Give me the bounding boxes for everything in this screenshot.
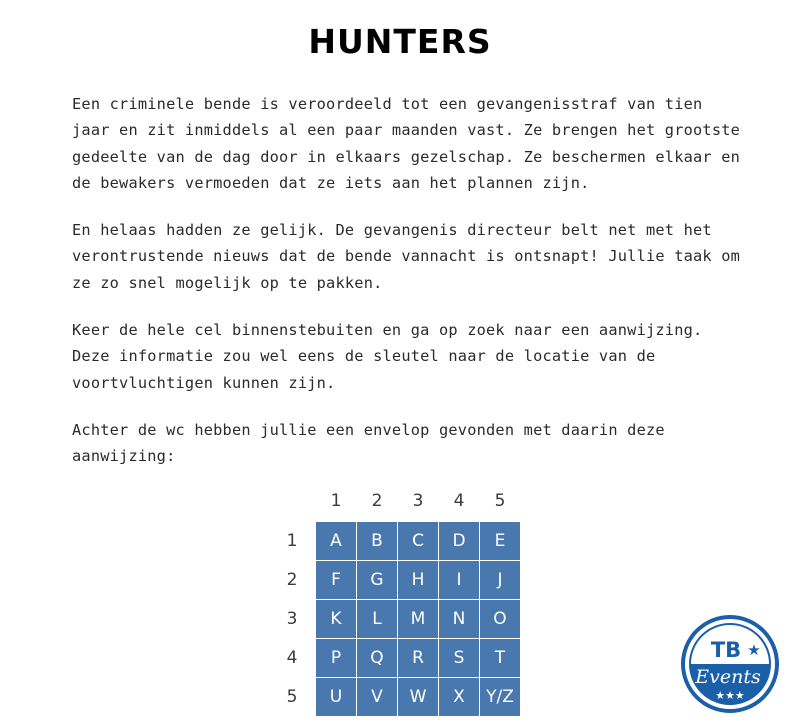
grid-cell: X xyxy=(439,678,480,717)
page-title: HUNTERS xyxy=(308,22,492,61)
grid-row-header: 3 xyxy=(286,609,298,630)
grid-row xyxy=(279,678,521,717)
grid-cell: F xyxy=(316,561,357,600)
grid-col-header: 5 xyxy=(494,490,506,511)
logo-line1: TB xyxy=(710,638,742,662)
paragraph-3: Keer de hele cel binnenstebuiten en ga op zoek naar een aanwijzing. Deze informatie zou wel eens de sleutel naar de locatie van de voortvluchtigen kunnen zijn. xyxy=(72,321,703,392)
grid-col-header: 4 xyxy=(453,490,465,511)
paragraph-4: Achter de wc hebben jullie een envelop gevonden met daarin deze aanwijzing: xyxy=(72,420,665,466)
grid-corner-blank xyxy=(279,484,316,522)
grid-row-header: 1 xyxy=(286,531,298,552)
grid-cell: W xyxy=(398,678,439,717)
grid-cell: E xyxy=(480,522,521,561)
logo-stars-bottom: ★★★ xyxy=(715,689,745,702)
grid-cell: I xyxy=(439,561,480,600)
grid-row xyxy=(279,522,521,561)
grid-cell: R xyxy=(398,639,439,678)
grid-cell: D xyxy=(439,522,480,561)
grid-row xyxy=(279,600,521,639)
grid-cell: N xyxy=(439,600,480,639)
grid-cell: S xyxy=(439,639,480,678)
grid-cell: Q xyxy=(357,639,398,678)
story-text xyxy=(72,91,745,470)
paragraph-1: Een criminele bende is veroordeeld tot een gevangenisstraf van tien jaar en zit inmiddels al een paar maanden vast. Ze brengen het grootste gedeelte van de dag door in elkaars gezelschap. Ze beschermen elkaar en de bewakers vermoeden dat ze iets aan het plannen zijn. xyxy=(72,95,741,192)
grid-cell: L xyxy=(357,600,398,639)
grid-cell: A xyxy=(316,522,357,561)
grid-cell: H xyxy=(398,561,439,600)
grid-row-header: 4 xyxy=(286,648,298,669)
logo-star-top: ★ xyxy=(747,641,761,659)
grid-cell: C xyxy=(398,522,439,561)
grid-cell: G xyxy=(357,561,398,600)
paragraph-2: En helaas hadden ze gelijk. De gevangenis directeur belt net met het verontrustende nieuws dat de bende vannacht is ontsnapt! Jullie taak om ze zo snel mogelijk op te pakken. xyxy=(72,221,741,292)
grid-row-header: 5 xyxy=(286,687,298,708)
grid-cell: O xyxy=(480,600,521,639)
grid-cell: U xyxy=(316,678,357,717)
grid-cell: P xyxy=(316,639,357,678)
grid-col-header: 1 xyxy=(330,490,342,511)
grid-cell: K xyxy=(316,600,357,639)
grid-row xyxy=(279,561,521,600)
grid-row xyxy=(279,639,521,678)
logo-line2: Events xyxy=(695,666,761,688)
grid-cell: J xyxy=(480,561,521,600)
cipher-grid xyxy=(279,484,521,718)
grid-cell: M xyxy=(398,600,439,639)
grid-col-header: 2 xyxy=(371,490,383,511)
grid-row-header: 2 xyxy=(286,570,298,591)
grid-cell: B xyxy=(357,522,398,561)
grid-cell: T xyxy=(480,639,521,678)
grid-header-row xyxy=(279,484,521,522)
document-page xyxy=(0,22,800,725)
grid-col-header: 3 xyxy=(412,490,424,511)
grid-cell: V xyxy=(357,678,398,717)
grid-cell: Y/Z xyxy=(480,678,521,717)
